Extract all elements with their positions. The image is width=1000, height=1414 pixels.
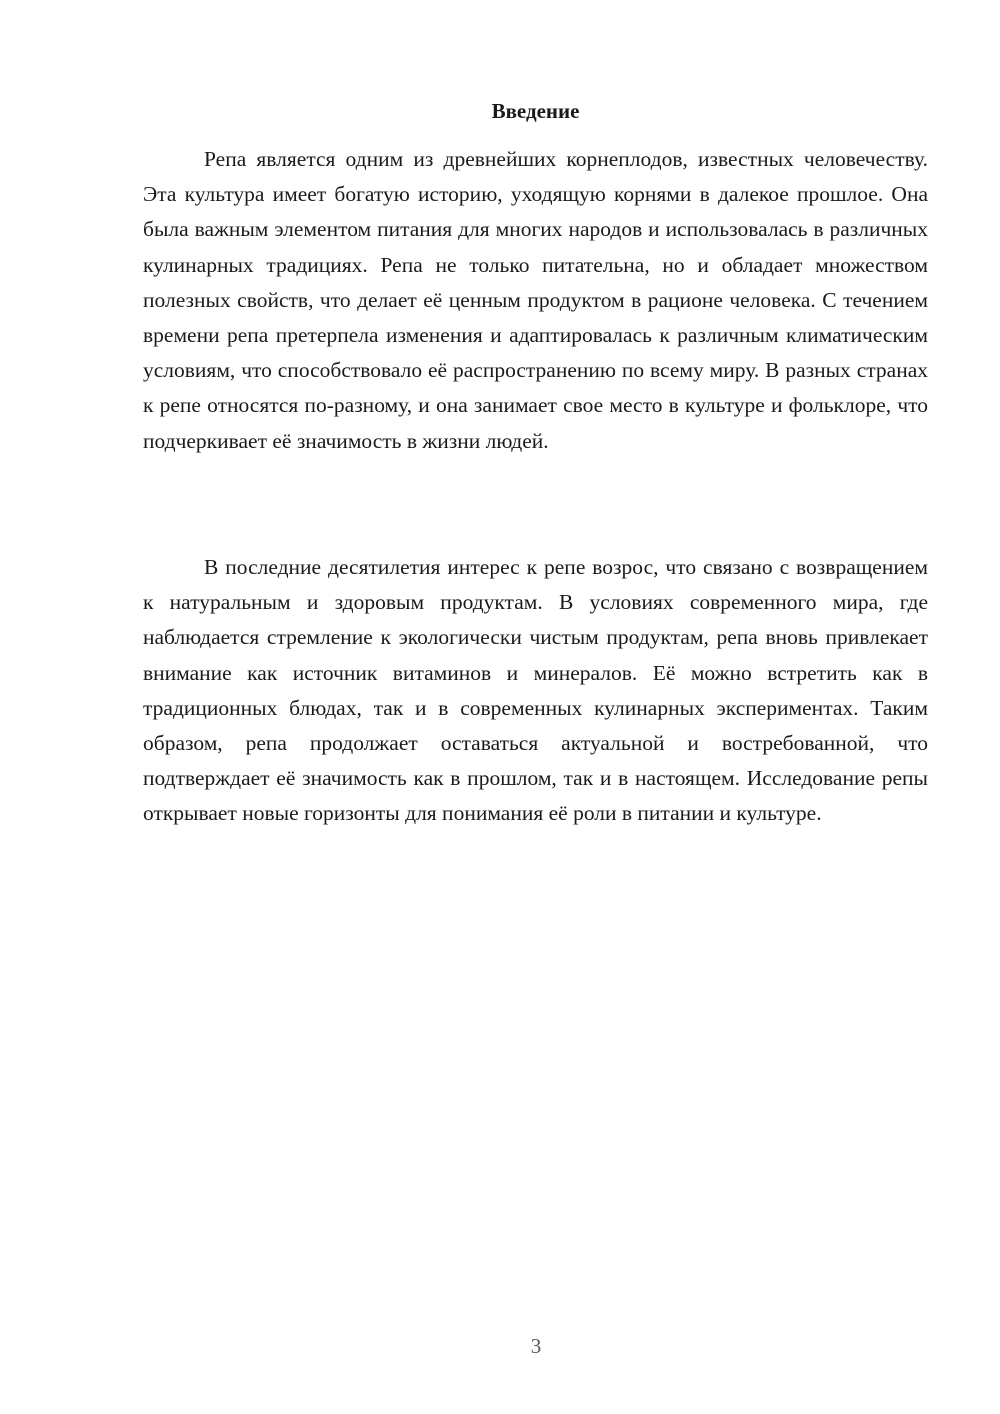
page-number: 3 bbox=[530, 1334, 542, 1358]
section-heading: Введение bbox=[491, 99, 580, 123]
paragraph-1: Репа является одним из древнейших корнеплодов, известных человечеству. Эта культура имеет богатую историю, уходящую корнями в далекое прошлое. Она была важным элементом питания для многих народов и использовалась в различных кулинарных традициях. Репа не только питательна, но и обладает множеством полезных свойств, что делает её ценным продуктом в рационе человека. С течением времени репа претерпела изменения и адаптировалась к различным климатическим условиям, что способствовало её распространению по всему миру. В разных странах к репе относятся по-разному, и она занимает свое место в культуре и фольклоре, что подчеркивает её значимость в жизни людей. bbox=[143, 147, 928, 453]
paragraph-2: В последние десятилетия интерес к репе возрос, что связано с возвращением к натуральным и здоровым продуктам. В условиях современного мира, где наблюдается стремление к экологически чистым продуктам, репа вновь привлекает внимание как источник витаминов и минералов. Её можно встретить как в традиционных блюдах, так и в современных кулинарных экспериментах. Таким образом, репа продолжает оставаться актуальной и востребованной, что подтверждает её значимость как в прошлом, так и в настоящем. Исследование репы открывает новые горизонты для понимания её роли в питании и культуре. bbox=[143, 555, 928, 826]
